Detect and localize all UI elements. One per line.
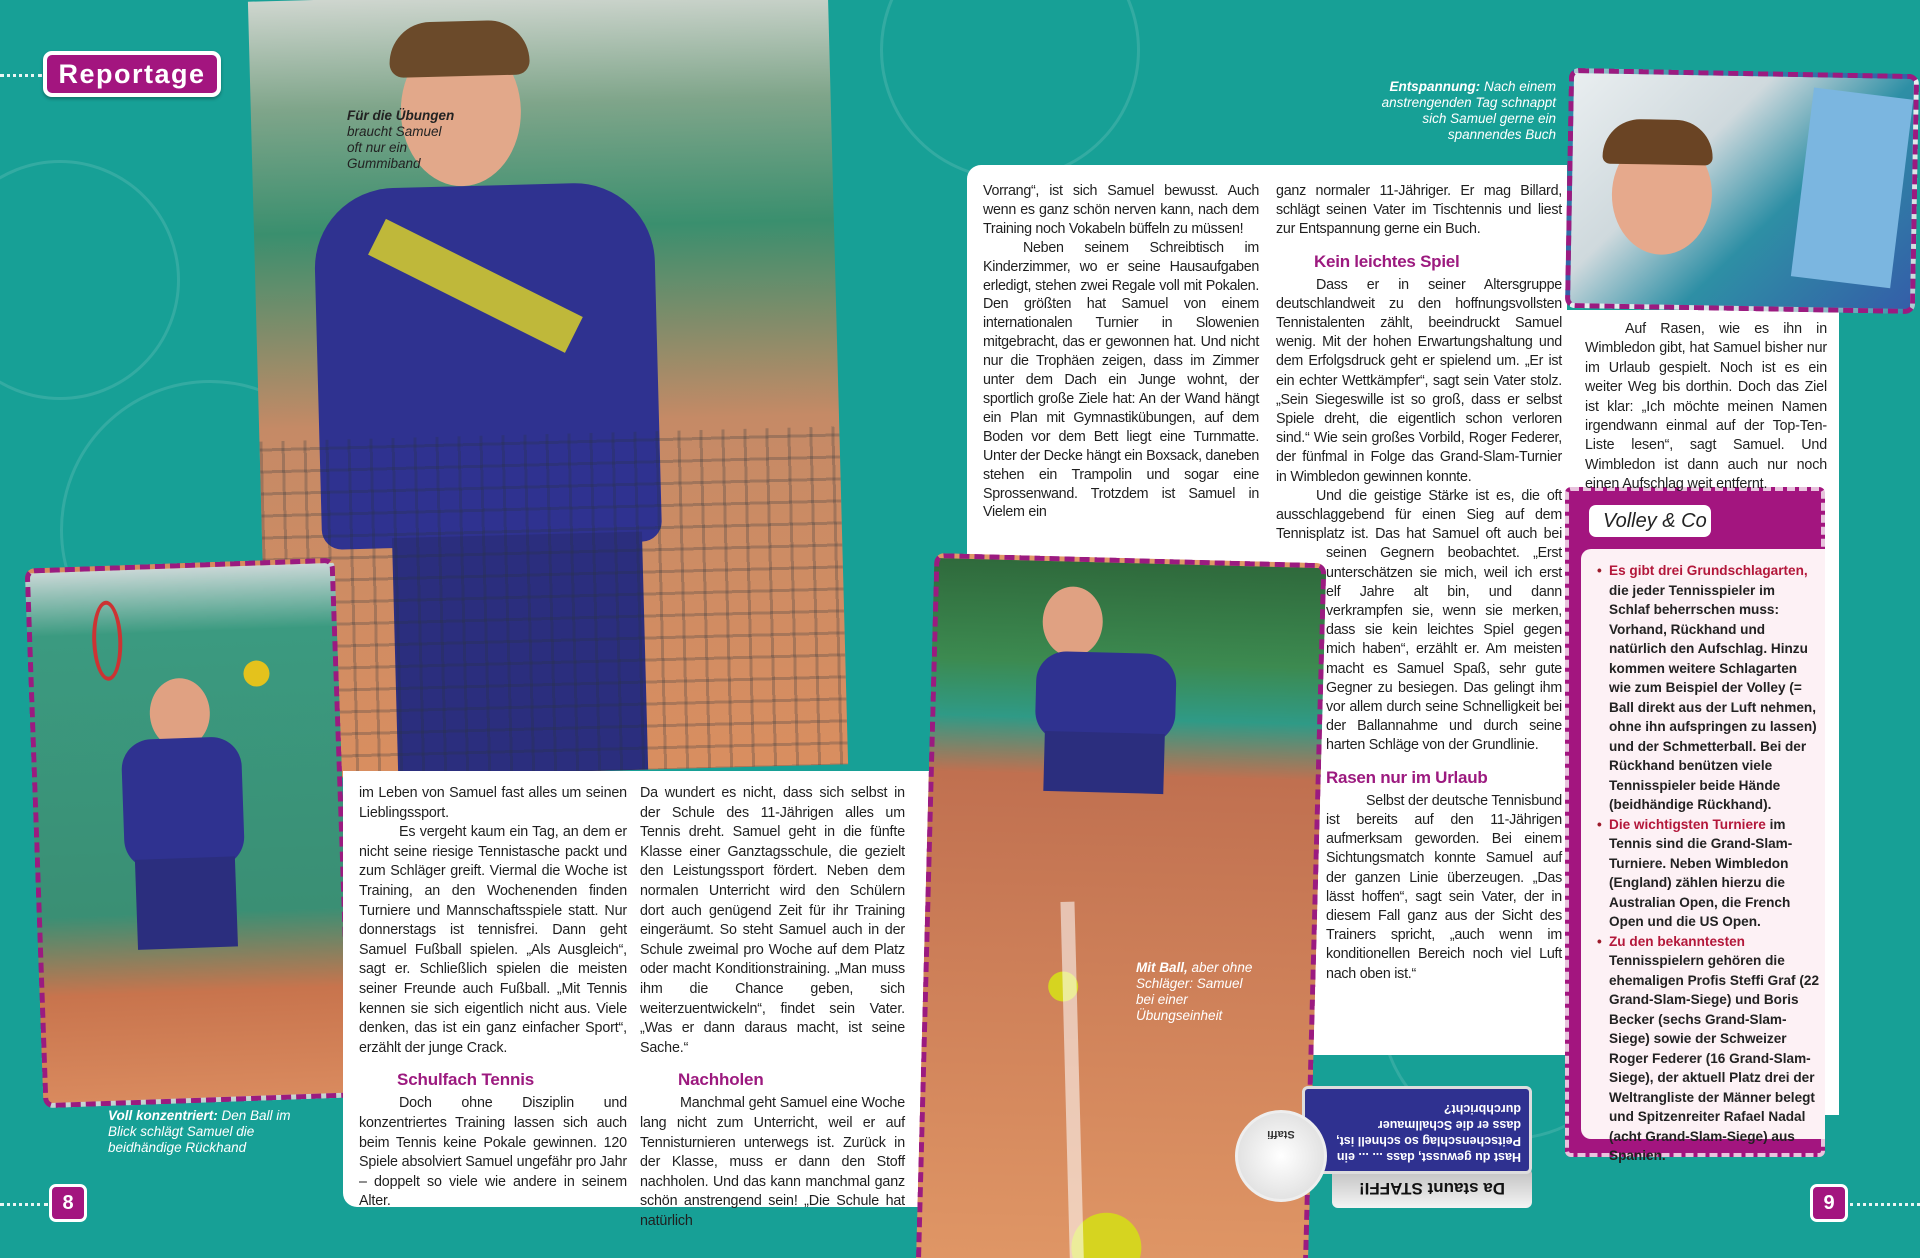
shorts [135, 856, 238, 949]
paragraph: Vorrang“, ist sich Samuel bewusst. Auch wenn es ganz schön nerven kann, nach dem Training noch Vokabeln büffeln zu müssen! [983, 183, 1259, 237]
caption-middle-photo: Mit Ball, aber ohne Schläger: Samuel bei einer Übungseinheit [1136, 960, 1253, 1023]
info-box-title: Volley & Co [1589, 505, 1711, 537]
article-column [983, 182, 1259, 522]
photo-wrap-spacer [1276, 554, 1326, 1254]
photo-reading [1565, 68, 1919, 314]
paragraph-part: dem Tennisplatz ist. Das hat Samuel oft auch bei seinen Gegnern beobachtet. „Erst unterschätzen sie mich, weil ich erst elf Jahre alt bin, und dann verkrampfen sie, wenn sie merken, dass sie kein leichtes Spiel gegen mich haben“, erzählt er. Am meisten macht es Samuel Spaß, sehr gute Gegner zu besiegen. Das gelingt ihm vor allem durch seine Schnelligkeit bei der Ballannahme und durch seine harten Schläge von der Grundlinie. [1276, 507, 1562, 754]
photo-backhand [25, 558, 354, 1108]
paragraph: Auf Rasen, wie es ihn in Wimbledon gibt, hat Samuel bisher nur im Urlaub gespielt. Noch ist es ein weiter Weg bis dorthin. Doch das Ziel ist klar: „Ich möchte meinen Namen irgendwann einmal auf der Top-Ten-Liste lesen“, sagt Samuel. Und Wimbledon ist dann auch nur noch einen Aufschlag weit entfernt. [1585, 321, 1827, 493]
paragraph: ganz normaler 11-Jähriger. Er mag Billard, schlägt seinen Vater im Tischtennis und liest zur Entspannung gerne ein Buch. [1276, 183, 1562, 238]
caption-top-photo: Für die Übungen braucht Samuel oft nur ein Gummiband [347, 108, 455, 171]
subheading: Nachholen [678, 1070, 764, 1090]
dotted-line [1850, 1203, 1920, 1206]
page-number-right: 9 [1810, 1184, 1848, 1222]
section-badge: Reportage [43, 51, 221, 97]
paragraph: Selbst der deutsche Tennisbund ist bereits auf den 11-Jährigen aufmerksam geworden. Bei einem Sichtungsmatch konnte Samuel auf der ganzen Linie überzeugen. „Das lässt hoffen“, sagt sein Vater, der in diesem Fall ganz aus der Sicht des Trainers spricht, „auch wenn im konditionellen Bereich noch viel Luft nach oben ist.“ [1326, 792, 1562, 982]
list-item: • Es gibt drei Grundschlagarten, die jeder Tennisspieler im Schlaf beherrschen muss: Vorhand, Rückhand und natürlich den Aufschlag. Hinzu kommen weitere Schlagarten wie zum Beispiel der Volley (= Ball direkt aus der Luft nehmen, ohne ihn aufspringen zu lassen) und der Schmetterball. Bei der Rückhand benützen viele Tennisspieler beide Hände (beidhändige Rückhand). [1597, 561, 1819, 815]
article-column [1585, 320, 1827, 495]
subheading: Schulfach Tennis [397, 1070, 535, 1090]
face [1042, 586, 1104, 658]
staffi-title: Da staunt STAFFI! [1332, 1168, 1532, 1208]
subheading: Kein leichtes Spiel [1314, 251, 1460, 271]
hair [1602, 119, 1713, 166]
tennis-ball [243, 660, 270, 687]
dotted-line [0, 74, 42, 77]
court-line [1060, 902, 1084, 1258]
article-column [640, 784, 905, 1231]
paragraph-part: Und die geistige Stärke ist es, die oft ausschlaggebend für einen Sieg auf [1276, 487, 1562, 524]
paragraph: Da wundert es nicht, dass sich selbst in der Schule des 11-Jährigen alles um Tennis dreht. Samuel geht in die fünfte Klasse einer Ganztagsschule, die gezielt den Leistungssport fördert. Neben dem normalen Unterricht wird den Schülern dort auch genügend Zeit für ihr Training eingeräumt. So steht Samuel auch in der Schule zweimal pro Woche auf dem Platz oder macht Konditionstraining. „Man muss ihm die Chance geben, sich weiterzuentwickeln“, findet sein Vater. „Was er dann daraus macht, ist seine Sache.“ [640, 785, 905, 1056]
subheading: Rasen nur im Urlaub [1326, 767, 1488, 787]
racket [91, 600, 124, 681]
dotted-line [0, 1203, 48, 1206]
paragraph: Dass er in seiner Altersgruppe deutschlandweit zu den hoffnungsvollsten Tennistalenten zählt, beeindruckt Samuel wenig. Mit der hohen Erwartungshaltung und dem Erfolgsdruck geht er spielend um. „Er ist ein echter Wettkämpfer“, sagt sein Vater stolz. „Sein Siegeswille ist so groß, dass er selbst Spiele dreht, die eigentlich schon verloren sind.“ Wie sein großes Vorbild, Roger Federer, der fünfmal in Folge das Grand-Slam-Turnier in Wimbledon gewinnen konnte. [1276, 276, 1562, 485]
list-item: • Die wichtigsten Turniere im Tennis sind die Grand-Slam-Turniere. Neben Wimbledon (England) zählen hierzu die Australian Open, die French Open und die US Open. [1597, 815, 1819, 932]
hair [389, 19, 530, 78]
info-box-list [1581, 549, 1825, 1163]
caption-top-right-photo: Entspannung: Nach einem anstrengenden Tag schnappt sich Samuel gerne ein spannendes Buch [1381, 79, 1556, 142]
staffi-text: Hast du gewusst, dass ... ... ein Peitschenschlag so schnell ist, dass er die Schallmauer durchbricht? [1302, 1086, 1532, 1174]
book [1791, 88, 1913, 289]
racket-pattern [880, 0, 1140, 180]
list-item: • Zu den bekanntesten Tennisspielern gehören die ehemaligen Profis Steffi Graf (22 Grand-Slam-Siege) und Boris Becker (sechs Grand-Slam-Siege) sowie der Schweizer Roger Federer (16 Grand-Slam-Siege), der aktuell Platz drei der Weltrangliste der Männer belegt und Spitzenreiter Rafael Nadal (acht Grand-Slam-Siege) aus Spanien. [1597, 932, 1819, 1166]
page-number-left: 8 [49, 1184, 87, 1222]
article-column [359, 784, 627, 1212]
paragraph: im Leben von Samuel fast alles um seinen Lieblingssport. [359, 785, 627, 821]
racket-pattern [0, 160, 180, 400]
shirt [121, 736, 245, 870]
article-column [1276, 182, 1562, 1254]
tennis-net [259, 426, 848, 779]
caption-left-photo: Voll konzentriert: Den Ball im Blick schlägt Samuel die beidhändige Rückhand [108, 1108, 291, 1155]
paragraph: Es vergeht kaum ein Tag, an dem er nicht seine riesige Tennistasche packt und zum Schläger greift. Viermal die Woche ist Training, an den Wochenenden finden Turniere und Mannschaftsspiele statt. Nur donnerstags ist tennisfrei. Dann geht Samuel Fußball spielen. „Als Ausgleich“, sagt er. Schließlich spielen die meisten seiner Freunde auch Fußball. „Mit Tennis kennen sie sich eigentlich nicht aus. Viele denken, das ist ein ganz einfacher Sport“, erzählt der junge Crack. [359, 824, 627, 1056]
shorts [1043, 731, 1165, 794]
paragraph: Manchmal geht Samuel eine Woche lang nicht zum Unterricht, weil er auf Tennisturnieren unterwegs ist. Zurück in der Klasse, muss er dann den Stoff nachholen. Und das kann manchmal ganz schön anstrengend sein! „Die Schule hat natürlich [640, 1095, 905, 1229]
staffi-mascot: Staffi [1235, 1110, 1327, 1202]
paragraph: Doch ohne Disziplin und konzentriertes Training lassen sich auch beim Tennis keine Pokale gewinnen. 120 Spiele absolviert Samuel ungefähr pro Jahr – doppelt so viele wie andere in seinem Alter. [359, 1095, 627, 1210]
info-box-volley [1565, 487, 1825, 1163]
paragraph: Neben seinem Schreibtisch im Kinderzimmer, wo er seine Hausaufgaben erledigt, stehen zwei Regale voll mit Pokalen. Den größten hat Samuel von einem internationalen Turnier in Slowenien mitgebracht, das er gewonnen hat. Und nicht nur die Trophäen zeigen, dass im Zimmer unter dem Dach ein Junge wohnt, der sportlich große Ziele hat: An der Wand hängt ein Plan mit Gymnastikübungen, auf dem Boden vor dem Bett liegt eine Turnmatte. Unter der Decke hängt ein Boxsack, daneben stehen ein Trampolin und sogar eine Sprossenwand. Trotzdem ist Samuel in Vielem ein [983, 239, 1259, 521]
